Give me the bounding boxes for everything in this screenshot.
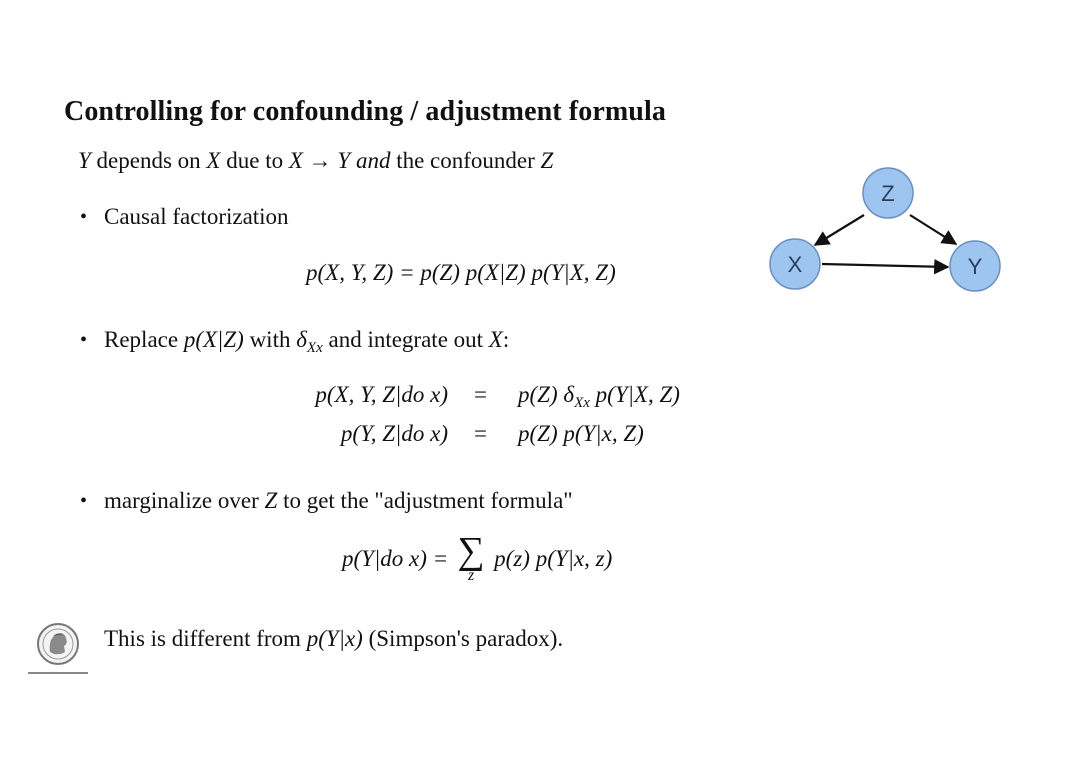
bullet-2-delta-sub: Xx (306, 340, 323, 356)
bullet-1-text: Causal factorization (104, 204, 289, 229)
do-equation-2-equals: = (474, 421, 487, 446)
adjustment-formula (342, 532, 612, 584)
intro-text-1: depends on (90, 148, 207, 173)
node-z-label: Z (881, 181, 895, 206)
bullet-2-end: : (502, 327, 510, 352)
bullet-dot-3: • (80, 490, 88, 512)
do-equation-1-delta: δ (563, 382, 575, 407)
edge-z-to-x (815, 215, 864, 245)
intro-var-y: Y (78, 148, 91, 173)
factorization-equation: p(X, Y, Z) = p(Z) p(X|Z) p(Y|X, Z) (306, 260, 616, 285)
do-equation-1-rhs-a: p(Z) (518, 382, 564, 407)
intro-var-x: X (206, 148, 221, 173)
bullet-2-delta: δ (296, 327, 307, 352)
intro-text-2: due to (220, 148, 289, 173)
sum-subscript: z (468, 567, 475, 584)
note-math: p(Y|x) (306, 626, 363, 651)
edge-z-to-y (910, 215, 956, 244)
bullet-2-math-1: p(X|Z) (183, 327, 244, 352)
bullet-3-text (104, 488, 573, 514)
simpson-note (104, 626, 563, 652)
node-y-label: Y (967, 254, 983, 279)
bullet-dot-2: • (80, 329, 88, 351)
bullet-2-post: and integrate out (322, 327, 489, 352)
do-equation-1-equals: = (474, 382, 487, 407)
edge-x-to-y (822, 264, 948, 267)
node-z (863, 168, 913, 218)
bullet-2-math-2: X (488, 327, 503, 352)
node-x-label: X (787, 252, 803, 277)
note-post: (Simpson's paradox). (362, 626, 564, 651)
adjustment-sum (452, 532, 490, 584)
bullet-dot-1: • (80, 206, 88, 228)
intro-and: and (350, 148, 391, 173)
adjustment-lhs: p(Y|do x) = (342, 546, 449, 571)
bullet-2-pre: Replace (104, 327, 184, 352)
adjustment-rhs: p(z) p(Y|x, z) (494, 546, 613, 571)
causal-graph (760, 160, 1010, 300)
do-equation-2-rhs: p(Z) p(Y|x, Z) (518, 421, 644, 446)
institute-seal-logo (24, 620, 92, 680)
note-pre: This is different from (104, 626, 307, 651)
do-equation-1-rhs (518, 382, 680, 411)
do-equation-1-rhs-b: p(Y|X, Z) (589, 382, 680, 407)
intro-arrow: X → Y (288, 148, 351, 173)
slide-title: Controlling for confounding / adjustment formula (64, 96, 666, 127)
bullet-2-mid: with (243, 327, 297, 352)
bullet-3-post: to get the "adjustment formula" (277, 488, 573, 513)
intro-line (78, 148, 553, 174)
node-x (770, 239, 820, 289)
intro-text-3: the confounder (390, 148, 541, 173)
node-y (950, 241, 1000, 291)
do-equation-1-lhs: p(X, Y, Z|do x) (315, 382, 448, 407)
do-equation-1-delta-sub: Xx (574, 395, 590, 411)
bullet-2-text (104, 327, 510, 356)
do-equation-2-lhs: p(Y, Z|do x) (340, 421, 448, 446)
bullet-3-pre: marginalize over (104, 488, 265, 513)
sum-symbol: ∑ (457, 530, 485, 572)
intro-var-z: Z (540, 148, 554, 173)
bullet-3-math: Z (264, 488, 278, 513)
